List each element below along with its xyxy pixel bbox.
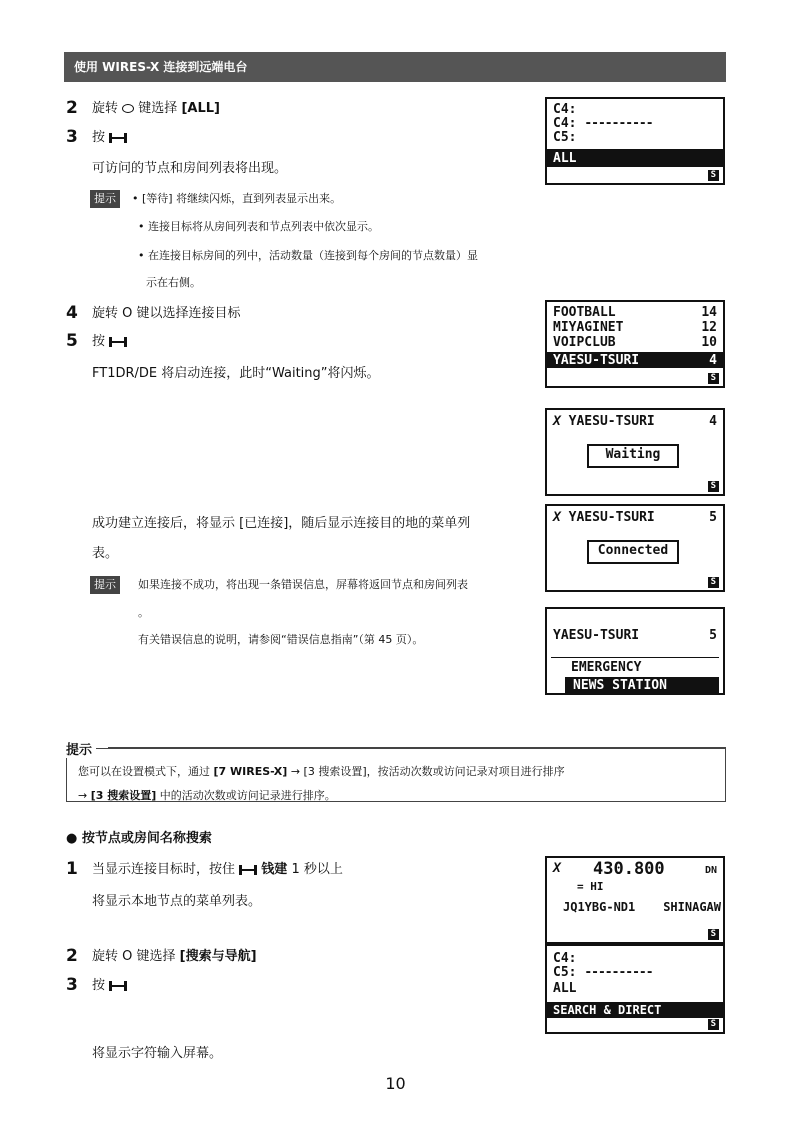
connected-message: Connected bbox=[587, 540, 679, 564]
push-button-icon bbox=[109, 337, 127, 347]
paragraph: 成功建立连接后，将显示 [已连接]，随后显示连接目的地的菜单列 bbox=[92, 516, 471, 531]
step-text: 旋转 O 键以选择连接目标 bbox=[92, 306, 241, 321]
tip-line: 。 bbox=[138, 606, 149, 619]
step-text: 旋转 键选择 [ALL] bbox=[92, 101, 220, 116]
tip-badge: 提示 bbox=[90, 190, 120, 208]
lcd-screen-menu: YAESU-TSURI 5 EMERGENCY NEWS STATION bbox=[545, 607, 725, 695]
tip-badge: 提示 bbox=[90, 576, 120, 594]
lcd-screen-list: C4: C4: ---------- C5: ALL S bbox=[545, 97, 725, 185]
lcd-screen-rooms: FOOTBALL 14 MIYAGINET 12 VOIPCLUB 10 YAESU-TSURI 4 S bbox=[545, 300, 725, 388]
signal-icon: S bbox=[708, 170, 719, 181]
tip-line: 有关错误信息的说明，请参阅“错误信息指南”（第 45 页）。 bbox=[138, 633, 424, 646]
step-text: 按 bbox=[92, 977, 127, 995]
step-number: 4 bbox=[66, 303, 78, 323]
step-text: 按 bbox=[92, 129, 127, 147]
tip-line: 示在右侧。 bbox=[146, 276, 201, 289]
waiting-message: Waiting bbox=[587, 444, 679, 468]
push-button-icon bbox=[109, 133, 127, 143]
tip-line: • [等待] 将继续闪烁，直到列表显示出来。 bbox=[132, 192, 342, 205]
dial-knob-icon bbox=[122, 104, 134, 113]
key-label: 钱建 bbox=[261, 862, 288, 877]
step-number: 1 bbox=[66, 859, 78, 879]
step-number: 3 bbox=[66, 127, 78, 147]
divider bbox=[108, 747, 726, 748]
lcd-selection: NEWS STATION bbox=[565, 677, 719, 693]
hint-line: → [3 搜索设置] 中的活动次数或访问记录进行排序。 bbox=[78, 789, 336, 802]
step-result: 将显示本地节点的菜单列表。 bbox=[92, 894, 262, 909]
push-button-icon bbox=[109, 981, 127, 991]
section-header: 使用 WIRES-X 连接到远端电台 bbox=[64, 52, 726, 82]
tip-line: • 在连接目标房间的列中，活动数量（连接到每个房间的节点数量）显 bbox=[138, 249, 478, 262]
step-text: 旋转 O 键选择 [搜索与导航] bbox=[92, 949, 257, 964]
lcd-selection: ALL bbox=[547, 149, 723, 167]
step-result: FT1DR/DE 将启动连接，此时“Waiting”将闪烁。 bbox=[92, 366, 380, 381]
step-text: 按 bbox=[92, 333, 127, 351]
signal-icon: S bbox=[708, 373, 719, 384]
divider bbox=[551, 657, 719, 658]
signal-icon: S bbox=[708, 481, 719, 492]
lcd-selection: YAESU-TSURI 4 bbox=[547, 352, 723, 368]
lcd-screen-search: C4: C5: ---------- ALL SEARCH & DIRECT S bbox=[545, 944, 725, 1034]
signal-icon: S bbox=[708, 929, 719, 940]
step-result: 将显示字符输入屏幕。 bbox=[92, 1046, 223, 1061]
hint-line: 您可以在设置模式下，通过 [7 WIRES-X] → [3 搜索设置]，按活动次数或访问记录对项目进行排序 bbox=[78, 765, 565, 778]
wires-x-icon: X bbox=[553, 414, 561, 429]
page-number: 10 bbox=[385, 1074, 406, 1093]
lcd-screen-frequency: X 430.800 DN = HI JQ1YBG-ND1 SHINAGAW S bbox=[545, 856, 725, 944]
lcd-screen-connected: X YAESU-TSURI 5 Connected S bbox=[545, 504, 725, 592]
step-number: 5 bbox=[66, 331, 78, 351]
step-number: 2 bbox=[66, 946, 78, 966]
paragraph: 表。 bbox=[92, 546, 119, 561]
step-number: 2 bbox=[66, 98, 78, 118]
lcd-selection: SEARCH & DIRECT bbox=[547, 1002, 723, 1018]
step-result: 可访问的节点和房间列表将出现。 bbox=[92, 161, 288, 176]
hint-label: 提示 bbox=[66, 739, 96, 758]
tip-line: 如果连接不成功，将出现一条错误信息，屏幕将返回节点和房间列表 bbox=[138, 578, 468, 591]
lcd-screen-waiting: X YAESU-TSURI 4 Waiting S bbox=[545, 408, 725, 496]
signal-icon: S bbox=[708, 577, 719, 588]
step-number: 3 bbox=[66, 975, 78, 995]
section-heading: ● 按节点或房间名称搜索 bbox=[66, 831, 212, 846]
tip-line: • 连接目标将从房间列表和节点列表中依次显示。 bbox=[138, 220, 379, 233]
wires-x-icon: X bbox=[553, 510, 561, 525]
push-button-icon bbox=[239, 865, 257, 875]
wires-x-icon: X bbox=[553, 861, 561, 876]
signal-icon: S bbox=[708, 1019, 719, 1030]
step-text: 当显示连接目标时，按住 钱建 1 秒以上 bbox=[92, 862, 343, 877]
